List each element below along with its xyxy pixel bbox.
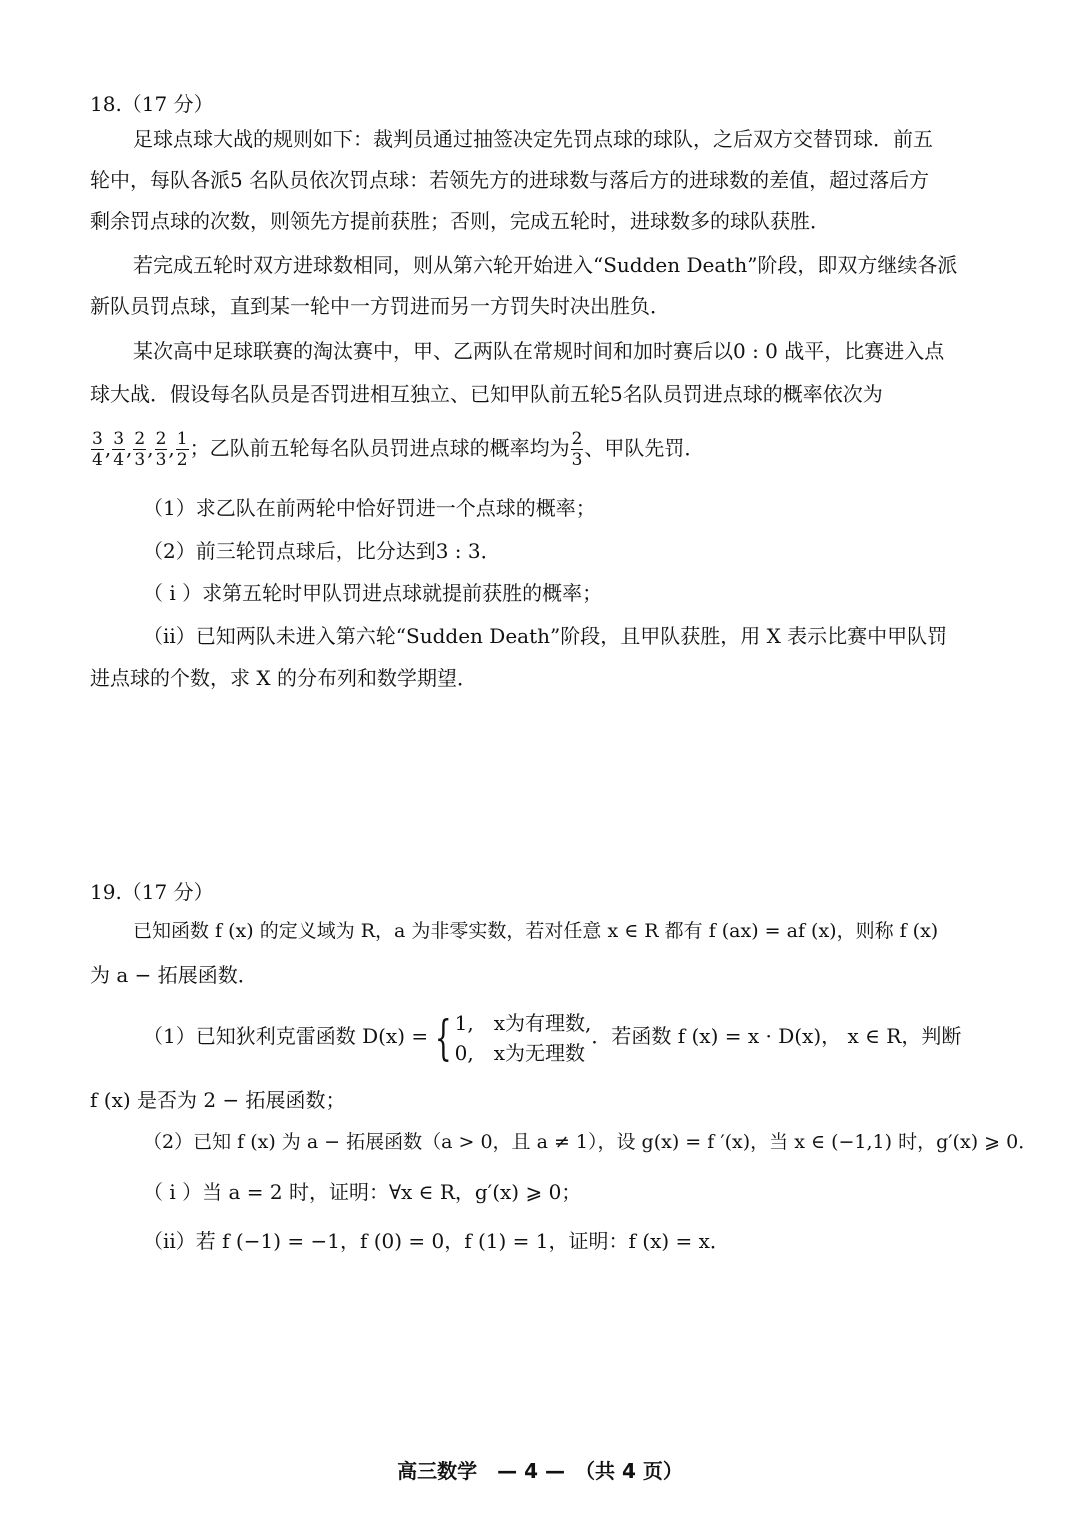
prob-fraction: $\frac{2}{3}$	[155, 428, 167, 470]
q18-p2-line2: 新队员罚点球，直到某一轮中一方罚进而另一方罚失时决出胜负．	[90, 294, 670, 318]
q19-p1-line1: 已知函数 f (x) 的定义域为 R，a 为非零实数，若对任意 x ∈ R 都有 f (ax) = af (x)，则称 f (x)	[133, 920, 939, 942]
prob-fraction: $\frac{2}{3}$	[134, 428, 146, 470]
case-rational: 1, x为有理数,	[454, 1010, 592, 1035]
q18-p1-line2: 轮中，每队各派5 名队员依次罚点球：若领先方的进球数与落后方的进球数的差值，超过落后方	[90, 168, 930, 192]
q18-p1-line1: 足球点球大战的规则如下：裁判员通过抽签决定先罚点球的球队，之后双方交替罚球．前五	[133, 127, 933, 151]
q19-sub1-line2: f (x) 是否为 2 − 拓展函数；	[90, 1088, 346, 1112]
q18-sub2-ii-line2: 进点球的个数，求 X 的分布列和数学期望．	[90, 666, 477, 690]
q18-p2-line1: 若完成五轮时双方进球数相同，则从第六轮开始进入“Sudden Death”阶段，即双方继续各派	[133, 253, 958, 277]
q18-p3-line3-end: 、甲队先罚．	[584, 436, 705, 460]
piecewise-cases	[455, 1008, 592, 1068]
q19-sub2-ii: （ii）若 f (−1) = −1，f (0) = 0，f (1) = 1，证明：f (x) = x．	[143, 1229, 730, 1253]
page-footer: 高三数学 — 4 — （共 4 页）	[397, 1459, 683, 1483]
q18-p3-line1: 某次高中足球联赛的淘汰赛中，甲、乙两队在常规时间和加时赛后以0 : 0 战平，比赛进入点	[133, 339, 945, 363]
q18-header: 18.（17 分）	[90, 92, 214, 116]
prob-fraction: $\frac{1}{2}$	[176, 428, 188, 470]
prob-fraction: $\frac{3}{4}$	[92, 428, 103, 470]
q18-sub1: （1）求乙队在前两轮中恰好罚进一个点球的概率；	[143, 496, 596, 520]
q19-sub2-i: （ i ）当 a = 2 时，证明：∀x ∈ R，g′(x) ⩾ 0；	[143, 1180, 582, 1204]
q19-p1-line2: 为 a − 拓展函数．	[90, 963, 258, 987]
q19-sub1-suffix: ．若函数 f (x) = x · D(x)， x ∈ R，判断	[591, 1024, 962, 1048]
q18-p1-line3: 剩余罚点球的次数，则领先方提前获胜；否则，完成五轮时，进球数多的球队获胜．	[90, 209, 830, 233]
q18-p3-line3: $\frac{3}{4}$ , $\frac{3}{4}$ , $\frac{2}{3}$ , $\frac{2}{3}$ , $\frac{1}{2}$ ；乙队前五轮每名队员罚进点球的概率均为 $\frac{2}{3}$ 、甲队先罚．	[92, 428, 705, 470]
q19-header: 19.（17 分）	[90, 880, 214, 904]
prob-fraction: $\frac{3}{4}$	[113, 428, 125, 470]
q19-sub2: （2）已知 f (x) 为 a − 拓展函数（a > 0，且 a ≠ 1），设 g(x) = f ′(x)，当 x ∈ (−1,1) 时，g′(x) ⩾ 0．	[143, 1131, 1038, 1153]
q18-sub2-ii-line1: （ii）已知两队未进入第六轮“Sudden Death”阶段，且甲队获胜，用 X 表示比赛中甲队罚	[143, 624, 948, 648]
q18-sub2: （2）前三轮罚点球后，比分达到3 : 3．	[143, 539, 501, 563]
case-irrational: 0, x为无理数	[454, 1040, 586, 1065]
q19-sub1-prefix: （1）已知狄利克雷函数 D(x) =	[143, 1024, 429, 1048]
q18-p3-line2: 球大战．假设每名队员是否罚进相互独立、已知甲队前五轮5名队员罚进点球的概率依次为	[90, 382, 883, 406]
left-brace: {	[434, 1009, 452, 1066]
team-b-fraction: $\frac{2}{3}$	[571, 428, 583, 470]
q19-sub1-line1	[143, 1006, 1053, 1066]
q18-sub2-i: （ i ）求第五轮时甲队罚进点球就提前获胜的概率；	[143, 581, 603, 605]
q18-p3-line3-mid: ；乙队前五轮每名队员罚进点球的概率均为	[189, 436, 570, 460]
